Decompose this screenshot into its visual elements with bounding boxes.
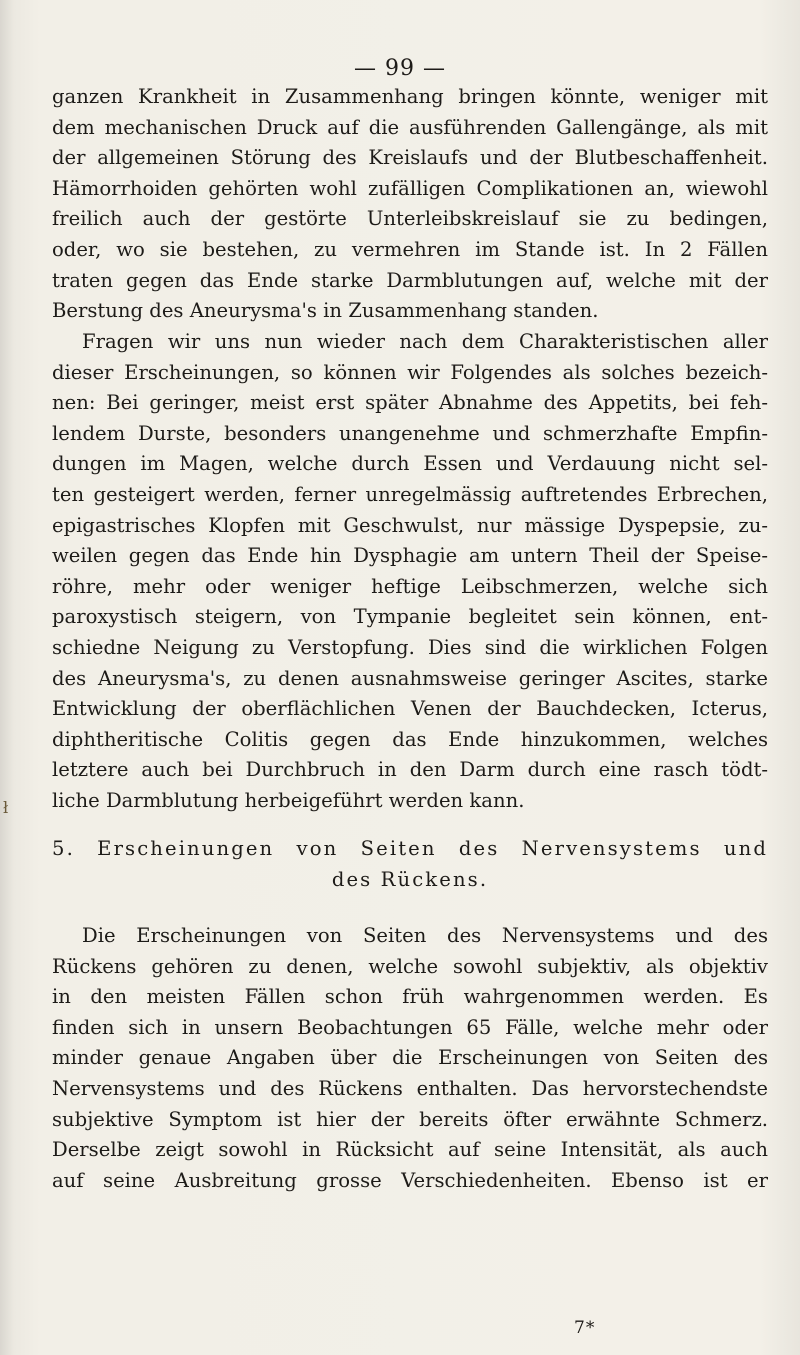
printer-signature: 7* bbox=[574, 1318, 596, 1338]
text-line: subjektive Symptom ist hier der bereits öfter erwähnte Schmerz. bbox=[52, 1107, 768, 1131]
text-line: dem mechanischen Druck auf die ausführenden Gallengänge, als mit bbox=[52, 115, 768, 139]
text-line: Hämorrhoiden gehörten wohl zufälligen Complikationen an, wiewohl bbox=[52, 176, 768, 200]
text-line: Nervensystems und des Rückens enthalten. Das hervorstechendste bbox=[52, 1076, 768, 1100]
text-line: liche Darmblutung herbeigeführt werden kann. bbox=[52, 788, 525, 812]
text-line: der allgemeinen Störung des Kreislaufs und der Blutbeschaffenheit. bbox=[52, 146, 768, 170]
text-line: finden sich in unsern Beobachtungen 65 Fälle, welche mehr oder bbox=[52, 1015, 768, 1039]
text-line: in den meisten Fällen schon früh wahrgenommen werden. Es bbox=[52, 985, 768, 1009]
text-line: Rückens gehören zu denen, welche sowohl subjektiv, als objektiv bbox=[52, 954, 768, 978]
text-line: Berstung des Aneurysma's in Zusammenhang standen. bbox=[52, 299, 599, 323]
text-line: lendem Durste, besonders unangenehme und schmerzhafte Empfin- bbox=[52, 421, 768, 445]
text-line: Die Erscheinungen von Seiten des Nervensystems und des bbox=[82, 924, 768, 947]
margin-mark-icon: ł bbox=[3, 798, 9, 817]
text-line: des Aneurysma's, zu denen ausnahmsweise geringer Ascites, starke bbox=[52, 666, 768, 690]
text-line: dungen im Magen, welche durch Essen und Verdauung nicht sel- bbox=[52, 452, 768, 476]
text-line: diphtheritische Colitis gegen das Ende hinzukommen, welches bbox=[52, 727, 768, 751]
text-line: ganzen Krankheit in Zusammenhang bringen könnte, weniger mit bbox=[52, 85, 768, 108]
text-line: epigastrisches Klopfen mit Geschwulst, nur mässige Dyspepsie, zu- bbox=[52, 513, 768, 537]
section-heading-line: des Rückens. bbox=[331, 867, 489, 891]
section-heading-line: 5. Erscheinungen von Seiten des Nervensystems und bbox=[52, 837, 768, 860]
paragraph-nervous-system bbox=[52, 921, 768, 1196]
text-line: letztere auch bei Durchbruch in den Darm durch eine rasch tödt- bbox=[52, 758, 768, 782]
text-line: Derselbe zeigt sowohl in Rücksicht auf seine Intensität, als auch bbox=[52, 1138, 768, 1162]
page-number: — 99 — bbox=[354, 56, 446, 81]
paragraph-characteristics bbox=[52, 327, 768, 817]
paragraph-gastro-complications bbox=[52, 82, 768, 327]
text-line: Fragen wir uns nun wieder nach dem Charakteristischen aller bbox=[82, 330, 768, 353]
text-line: weilen gegen das Ende hin Dysphagie am untern Theil der Speise- bbox=[52, 544, 768, 568]
text-line: ten gesteigert werden, ferner unregelmässig auftretendes Erbrechen, bbox=[52, 482, 768, 506]
text-line: dieser Erscheinungen, so können wir Folgendes als solches bezeich- bbox=[52, 360, 768, 384]
text-line: freilich auch der gestörte Unterleibskreislauf sie zu bedingen, bbox=[52, 207, 768, 231]
text-line: schiedne Neigung zu Verstopfung. Dies sind die wirklichen Folgen bbox=[52, 635, 768, 659]
text-line: oder, wo sie bestehen, zu vermehren im Stande ist. In 2 Fällen bbox=[52, 237, 768, 261]
text-line: traten gegen das Ende starke Darmblutungen auf, welche mit der bbox=[52, 268, 768, 292]
text-line: Entwicklung der oberflächlichen Venen der Bauchdecken, Icterus, bbox=[52, 697, 768, 721]
text-line: paroxystisch steigern, von Tympanie begleitet sein können, ent- bbox=[52, 605, 768, 629]
text-line: röhre, mehr oder weniger heftige Leibschmerzen, welche sich bbox=[52, 574, 768, 598]
text-line: nen: Bei geringer, meist erst später Abnahme des Appetits, bei feh- bbox=[52, 391, 768, 415]
text-line: minder genaue Angaben über die Erscheinungen von Seiten des bbox=[52, 1046, 768, 1070]
text-line: auf seine Ausbreitung grosse Verschiedenheiten. Ebenso ist er bbox=[52, 1168, 768, 1192]
section-heading bbox=[52, 834, 768, 895]
